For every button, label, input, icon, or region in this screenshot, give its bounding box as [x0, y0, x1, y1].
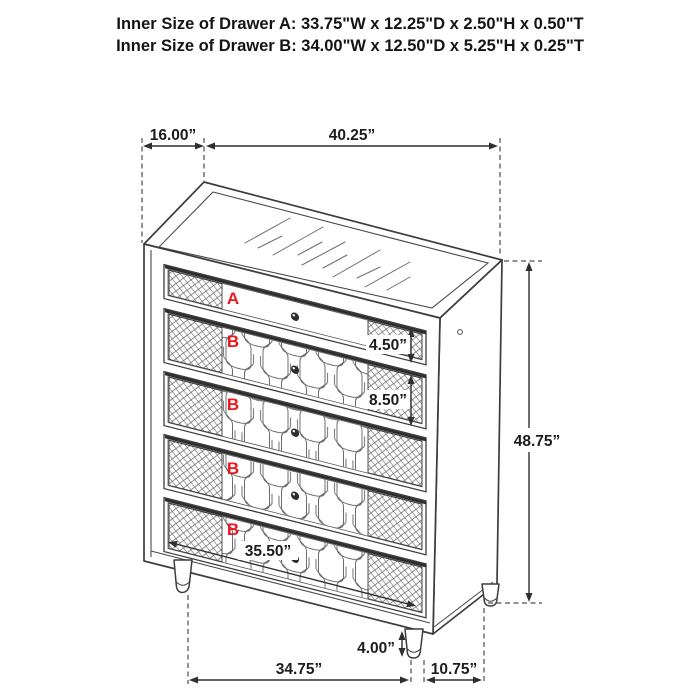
drawer-b2-letter: B — [226, 395, 240, 414]
chest-illustration — [144, 182, 502, 658]
dim-base-width-label: 34.75” — [275, 661, 323, 678]
dim-top-depth — [143, 127, 204, 150]
title-line-drawer-a: Inner Size of Drawer A: 33.75"W x 12.25"D x 2.50"H x 0.50"T — [116, 15, 584, 33]
dim-drawer-a-height-label: 4.50” — [369, 337, 407, 354]
dim-top-width-label: 40.25” — [328, 127, 376, 144]
drawer-b4-letter: B — [226, 520, 240, 539]
dim-leg-height — [357, 631, 405, 657]
front-left-leg — [174, 560, 192, 593]
dim-top-width — [206, 127, 498, 150]
dim-leg-height-label: 4.00” — [357, 640, 395, 657]
dim-base-depth — [426, 661, 482, 684]
dim-drawer-b-height-label: 8.50” — [369, 392, 407, 409]
title-block — [116, 15, 584, 55]
dim-top-depth-label: 16.00” — [149, 127, 197, 144]
drawer-b1-letter: B — [226, 332, 240, 351]
title-line-drawer-b: Inner Size of Drawer B: 34.00"W x 12.50"D x 5.25"H x 0.25"T — [116, 37, 584, 55]
drawer-b3-letter: B — [226, 459, 240, 478]
dim-overall-height-label: 48.75” — [513, 433, 561, 450]
dim-base-depth-label: 10.75” — [430, 661, 478, 678]
cabinet-right-face — [433, 260, 502, 634]
dim-overall-height — [505, 262, 569, 602]
dim-base-width — [189, 661, 409, 684]
dim-drawer-width-label: 35.50” — [244, 543, 292, 560]
drawer-a-letter: A — [226, 289, 240, 308]
front-right-leg — [405, 629, 423, 658]
